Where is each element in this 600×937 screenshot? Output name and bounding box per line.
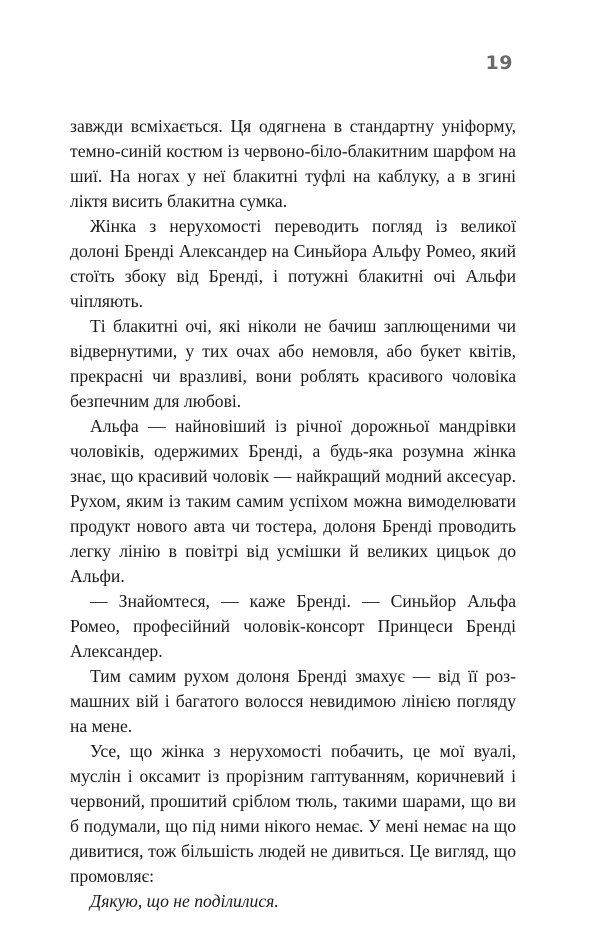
page-number: 19 [485, 52, 513, 74]
paragraph-1: завжди всміхається. Ця одягнена в стандартну уніформу, темно-синій костюм із червоно-біло-блакитним шарфом на шиї. На ногах у неї блакитні туфлі на каблуку, а в згині ліктя висить блакитна сумка. [70, 116, 516, 211]
body-text [70, 114, 516, 914]
paragraph-6: Тим самим рухом долоня Бренді змахує — від її розмашних вій і багатого волосся невидимою лінією погляду на мене. [70, 666, 516, 736]
paragraph-3: Ті блакитні очі, які ніколи не бачиш заплющеними чи відвернутими, у тих очах або немовля, або букет квітів, прекрасні чи вразливі, вони роблять красивого чоловіка безпечним для любові. [70, 316, 516, 411]
paragraph-4: Альфа — найновіший із річної дорожньої мандрівки чоловіків, одержимих Бренді, а будь-яка розумна жінка знає, що красивий чоловік — найкращий модний аксесуар. Рухом, яким із таким самим успіхом можна вимоделювати продукт нового авта чи тостера, долоня Бренді проводить легку лінію в повітрі від усмішки й великих цицьок до Альфи. [70, 416, 516, 586]
paragraph-7: Усе, що жінка з нерухомості побачить, це мої вуалі, муслін і оксамит із прорізним гаптуванням, коричневий і червоний, прошитий сріблом тюль, такими шарами, що ви б подумали, що під ними нікого немає. У мені немає на що дивитися, тож більшість людей не дивиться. Це вигляд, що промовляє: [70, 741, 516, 886]
paragraph-8-italic: Дякую, що не поділилися. [90, 891, 279, 911]
paragraph-2: Жінка з нерухомості переводить погляд із великої долоні Бренді Александер на Синьйора Альфу Ромео, який стоїть збоку від Бренді, і потужні блакитні очі Альфи чіпляють. [70, 216, 516, 311]
paragraph-5: — Знайомтеся, — каже Бренді. — Синьйор Альфа Ромео, професійний чоловік-консорт Принцеси Бренді Александер. [70, 591, 516, 661]
